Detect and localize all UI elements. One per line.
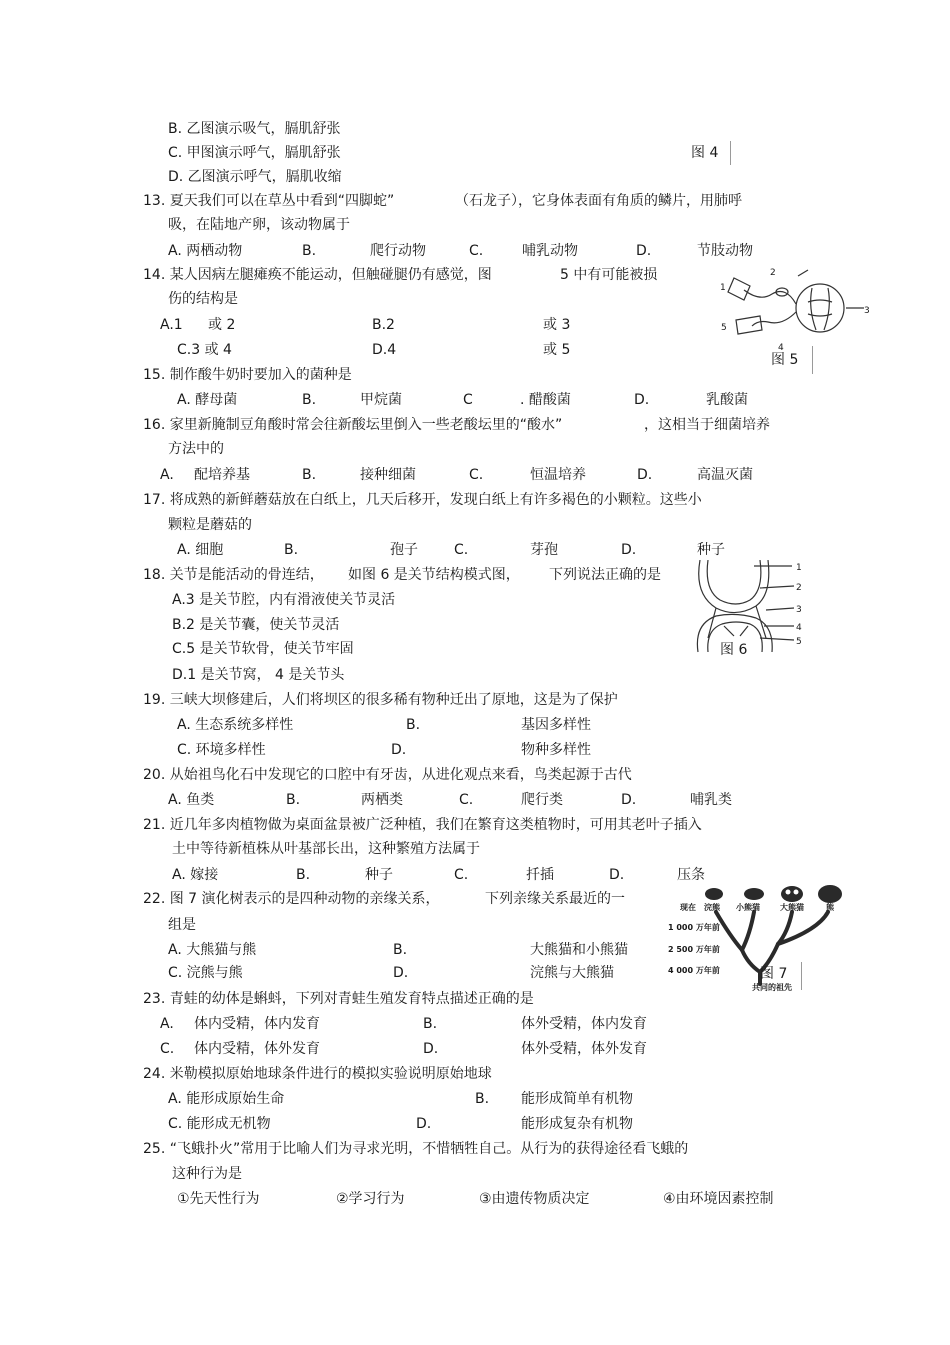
q20-stem: 20. 从始祖鸟化石中发现它的口腔中有牙齿，从进化观点来看，鸟类起源于古代 bbox=[143, 767, 632, 783]
q15-option-d-letter: D. bbox=[634, 392, 650, 408]
q25-statement-1: ①先天性行为 bbox=[177, 1191, 260, 1207]
q25-stem-line2: 这种行为是 bbox=[172, 1166, 242, 1182]
figure-5-label-3: 3 bbox=[864, 306, 870, 316]
q14-option-c: C.3 或 4 bbox=[177, 342, 232, 358]
q15-stem: 15. 制作酸牛奶时要加入的菌种是 bbox=[143, 367, 352, 383]
figure-7-animal-red-panda: 小熊猫 bbox=[736, 903, 760, 912]
figure-7-frame-edge bbox=[801, 962, 802, 990]
q15-option-c-letter: C bbox=[463, 392, 473, 408]
q13-option-a: A. 两栖动物 bbox=[168, 243, 243, 259]
q20-option-c-letter: C. bbox=[459, 792, 474, 808]
q18-option-d: D.1 是关节窝， 4 是关节头 bbox=[172, 667, 345, 683]
q14-option-a-letter: A.1 bbox=[160, 317, 183, 333]
q21-option-a: A. 嫁接 bbox=[172, 867, 219, 883]
figure-5-label-1: 1 bbox=[720, 283, 726, 293]
q16-option-c-text: 恒温培养 bbox=[530, 467, 586, 483]
q21-option-c-text: 扦插 bbox=[526, 867, 554, 883]
q23-option-a-letter: A. bbox=[160, 1016, 174, 1032]
q24-option-b-letter: B. bbox=[475, 1091, 490, 1107]
q20-option-d-letter: D. bbox=[621, 792, 637, 808]
q24-option-d-text: 能形成复杂有机物 bbox=[521, 1116, 633, 1132]
q17-stem-line1: 17. 将成熟的新鲜蘑菇放在白纸上，几天后移开，发现白纸上有许多褐色的小颗粒。这些小 bbox=[143, 492, 702, 508]
q20-option-c-text: 爬行类 bbox=[521, 792, 563, 808]
q24-option-d-letter: D. bbox=[416, 1116, 432, 1132]
q14-option-b-letter: B.2 bbox=[372, 317, 395, 333]
q13-stem-line2: 吸，在陆地产卵，该动物属于 bbox=[168, 217, 350, 233]
q13-option-d-text: 节肢动物 bbox=[697, 243, 753, 259]
q15-option-b-letter: B. bbox=[302, 392, 317, 408]
figure-4-frame-edge bbox=[730, 141, 731, 165]
q16-option-a-letter: A. bbox=[160, 467, 174, 483]
q23-stem: 23. 青蛙的幼体是蝌蚪，下列对青蛙生殖发育特点描述正确的是 bbox=[143, 991, 534, 1007]
q22-stem-line2: 组是 bbox=[168, 917, 196, 933]
q18-stem-part3: 下列说法正确的是 bbox=[549, 567, 661, 583]
q17-option-b-text: 孢子 bbox=[390, 542, 418, 558]
figure-7-animal-giant-panda: 大熊猫 bbox=[780, 903, 804, 912]
q16-option-c-letter: C. bbox=[469, 467, 484, 483]
q13-stem-part2: （石龙子），它身体表面有角质的鳞片，用肺呼 bbox=[455, 193, 742, 209]
q25-stem-line1: 25. “飞蛾扑火”常用于比喻人们为寻求光明，不惜牺牲自己。从行为的获得途径看飞蛾的 bbox=[143, 1141, 689, 1157]
figure-7-common-ancestor: 共同的祖先 bbox=[752, 983, 792, 992]
q21-option-d-text: 压条 bbox=[677, 867, 705, 883]
q14-stem-part2: 5 中有可能被损 bbox=[560, 267, 658, 283]
q24-option-a: A. 能形成原始生命 bbox=[168, 1091, 285, 1107]
figure-7-animal-raccoon: 浣熊 bbox=[704, 903, 720, 912]
q16-option-d-text: 高温灭菌 bbox=[697, 467, 753, 483]
figure-5-reflex-arc bbox=[716, 264, 876, 346]
q21-option-c-letter: C. bbox=[454, 867, 469, 883]
q17-option-d-text: 种子 bbox=[697, 542, 725, 558]
q20-option-b-text: 两栖类 bbox=[361, 792, 403, 808]
figure-7-caption: 图 7 bbox=[760, 966, 788, 982]
q13-option-b-letter: B. bbox=[302, 243, 317, 259]
q19-option-b-text: 基因多样性 bbox=[521, 717, 591, 733]
q23-option-a-text: 体内受精，体内发育 bbox=[194, 1016, 320, 1032]
q17-option-d-letter: D. bbox=[621, 542, 637, 558]
q13-option-c-letter: C. bbox=[469, 243, 484, 259]
q22-option-c: C. 浣熊与熊 bbox=[168, 965, 243, 981]
q22-option-d-letter: D. bbox=[393, 965, 409, 981]
q18-stem-part1: 18. 关节是能活动的骨连结， bbox=[143, 567, 324, 583]
figure-7-time-present: 现在 bbox=[680, 903, 696, 912]
q22-option-a: A. 大熊猫与熊 bbox=[168, 942, 257, 958]
q14-option-d-letter: D.4 bbox=[372, 342, 397, 358]
q19-option-a: A. 生态系统多样性 bbox=[177, 717, 294, 733]
q16-option-d-letter: D. bbox=[637, 467, 653, 483]
q25-statement-3: ③由遗传物质决定 bbox=[479, 1191, 590, 1207]
figure-5-label-2: 2 bbox=[770, 268, 776, 278]
q19-option-b-letter: B. bbox=[406, 717, 421, 733]
q12-option-b: B. 乙图演示吸气，膈肌舒张 bbox=[168, 121, 341, 137]
q23-option-b-letter: B. bbox=[423, 1016, 438, 1032]
figure-6-label-3: 3 bbox=[796, 605, 802, 615]
q16-option-b-letter: B. bbox=[302, 467, 317, 483]
q23-option-d-text: 体外受精，体外发育 bbox=[521, 1041, 647, 1057]
q23-option-b-text: 体外受精，体内发育 bbox=[521, 1016, 647, 1032]
q14-stem-part1: 14. 某人因病左腿瘫痪不能运动，但触碰腿仍有感觉，图 bbox=[143, 267, 492, 283]
q24-stem: 24. 米勒模拟原始地球条件进行的模拟实验说明原始地球 bbox=[143, 1066, 492, 1082]
q19-stem: 19. 三峡大坝修建后，人们将坝区的很多稀有物种迁出了原地，这是为了保护 bbox=[143, 692, 618, 708]
q15-option-c-text: . 醋酸菌 bbox=[520, 392, 571, 408]
figure-7-time-10myr: 1 000 万年前 bbox=[668, 923, 720, 932]
q24-option-b-text: 能形成简单有机物 bbox=[521, 1091, 633, 1107]
q13-option-b-text: 爬行动物 bbox=[370, 243, 426, 259]
q16-stem-part2: ，这相当于细菌培养 bbox=[644, 417, 770, 433]
q16-stem-line2: 方法中的 bbox=[168, 441, 224, 457]
q25-statement-2: ②学习行为 bbox=[336, 1191, 405, 1207]
q20-option-a: A. 鱼类 bbox=[168, 792, 215, 808]
q18-option-b: B.2 是关节囊，使关节灵活 bbox=[172, 617, 340, 633]
q17-stem-line2: 颗粒是蘑菇的 bbox=[168, 517, 252, 533]
q21-option-b-text: 种子 bbox=[365, 867, 393, 883]
q18-stem-part2: 如图 6 是关节结构模式图， bbox=[348, 567, 520, 583]
q17-option-c-text: 芽孢 bbox=[530, 542, 558, 558]
q16-option-a-text: 配培养基 bbox=[194, 467, 250, 483]
q19-option-c: C. 环境多样性 bbox=[177, 742, 266, 758]
q22-stem-part2: 下列亲缘关系最近的一 bbox=[485, 891, 625, 907]
q16-option-b-text: 接种细菌 bbox=[360, 467, 416, 483]
figure-6-label-2: 2 bbox=[796, 583, 802, 593]
q16-stem-part1: 16. 家里新腌制豆角酸时常会往新酸坛里倒入一些老酸坛里的“酸水” bbox=[143, 417, 563, 433]
q12-option-c: C. 甲图演示呼气，膈肌舒张 bbox=[168, 145, 341, 161]
figure-7-animal-bear: 熊 bbox=[826, 903, 834, 912]
q20-option-d-text: 哺乳类 bbox=[690, 792, 732, 808]
q21-stem-line1: 21. 近几年多肉植物做为桌面盆景被广泛种植，我们在繁育这类植物时，可用其老叶子插入 bbox=[143, 817, 702, 833]
q21-option-d-letter: D. bbox=[609, 867, 625, 883]
figure-4-caption: 图 4 bbox=[691, 145, 719, 161]
figure-6-joint-diagram bbox=[690, 560, 810, 660]
q23-option-d-letter: D. bbox=[423, 1041, 439, 1057]
q21-option-b-letter: B. bbox=[296, 867, 311, 883]
q17-option-b-letter: B. bbox=[284, 542, 299, 558]
q17-option-a: A. 细胞 bbox=[177, 542, 224, 558]
q23-option-c-letter: C. bbox=[160, 1041, 175, 1057]
q22-stem-part1: 22. 图 7 演化树表示的是四种动物的亲缘关系， bbox=[143, 891, 440, 907]
q14-option-d-text: 或 5 bbox=[543, 342, 571, 358]
figure-7-time-40myr: 4 000 万年前 bbox=[668, 966, 720, 975]
figure-6-label-4: 4 bbox=[796, 623, 802, 633]
figure-6-label-1: 1 bbox=[796, 563, 802, 573]
q15-option-d-text: 乳酸菌 bbox=[706, 392, 748, 408]
q13-option-c-text: 哺乳动物 bbox=[522, 243, 578, 259]
q23-option-c-text: 体内受精，体外发育 bbox=[194, 1041, 320, 1057]
figure-5-frame-edge bbox=[812, 346, 813, 374]
q14-option-a-text: 或 2 bbox=[208, 317, 236, 333]
q25-statement-4: ④由环境因素控制 bbox=[663, 1191, 774, 1207]
q15-option-a: A. 酵母菌 bbox=[177, 392, 238, 408]
q17-option-c-letter: C. bbox=[454, 542, 469, 558]
q19-option-d-text: 物种多样性 bbox=[521, 742, 591, 758]
figure-6-label-5: 5 bbox=[796, 637, 802, 647]
q19-option-d-letter: D. bbox=[391, 742, 407, 758]
figure-6-caption: 图 6 bbox=[720, 642, 748, 658]
q12-option-d: D. 乙图演示呼气，膈肌收缩 bbox=[168, 169, 342, 185]
q14-stem-line2: 伤的结构是 bbox=[168, 291, 238, 307]
q18-option-c: C.5 是关节软骨，使关节牢固 bbox=[172, 641, 354, 657]
q13-stem-part1: 13. 夏天我们可以在草丛中看到“四脚蛇” bbox=[143, 193, 395, 209]
q14-option-b-text: 或 3 bbox=[543, 317, 571, 333]
q24-option-c: C. 能形成无机物 bbox=[168, 1116, 271, 1132]
figure-7-time-25myr: 2 500 万年前 bbox=[668, 945, 720, 954]
q20-option-b-letter: B. bbox=[286, 792, 301, 808]
q18-option-a: A.3 是关节腔，内有滑液使关节灵活 bbox=[172, 592, 396, 608]
q21-stem-line2: 土中等待新植株从叶基部长出，这种繁殖方法属于 bbox=[172, 841, 480, 857]
q15-option-b-text: 甲烷菌 bbox=[360, 392, 402, 408]
q22-option-b-letter: B. bbox=[393, 942, 408, 958]
q22-option-b-text: 大熊猫和小熊猫 bbox=[530, 942, 628, 958]
figure-5-caption: 图 5 bbox=[771, 352, 799, 368]
q22-option-d-text: 浣熊与大熊猫 bbox=[530, 965, 614, 981]
figure-5-label-5: 5 bbox=[721, 323, 727, 333]
q13-option-d-letter: D. bbox=[636, 243, 652, 259]
figure-5-label-4: 4 bbox=[778, 343, 784, 353]
